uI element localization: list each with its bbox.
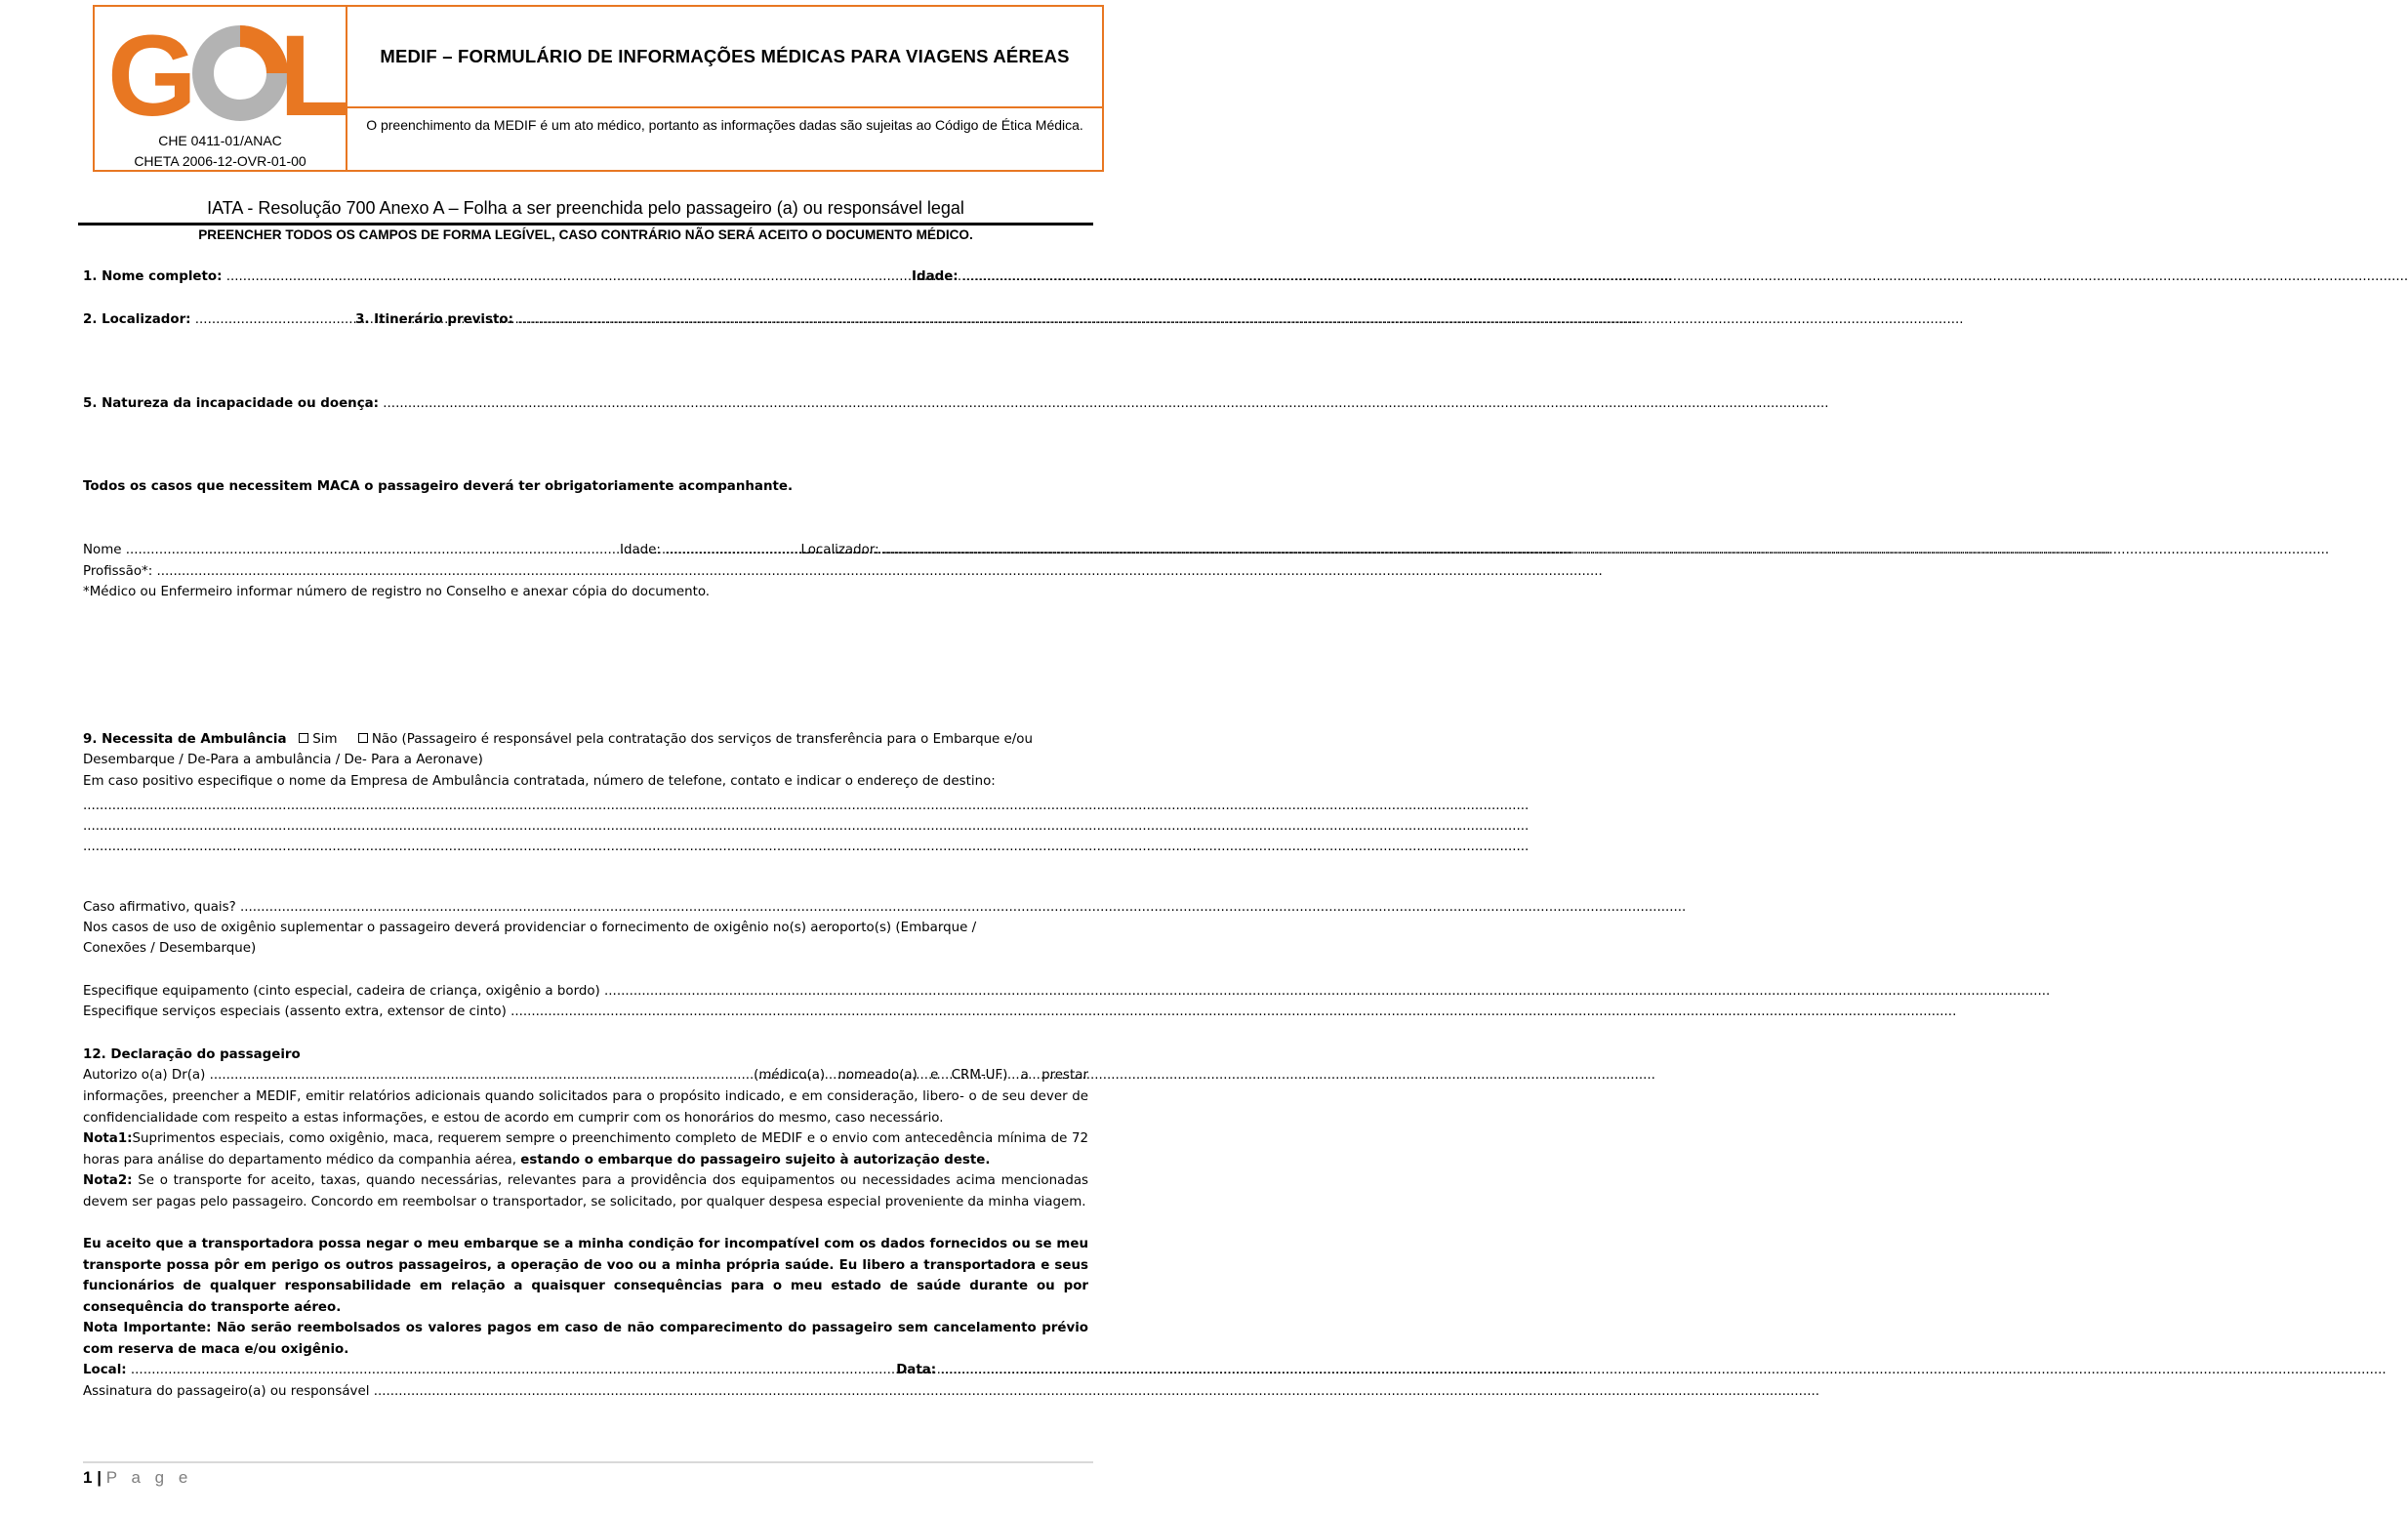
ambulance-field-3[interactable] bbox=[83, 838, 1077, 857]
itinerary-label: 3. Itinerário previsto: bbox=[355, 312, 513, 327]
oxygen-note-1: Nos casos de uso de oxigênio suplementar o passageiro deverá providenciar o fornecimento de oxigênio no(s) aeroporto(s) (Embarque / bbox=[83, 921, 977, 935]
row-equipment bbox=[83, 982, 1088, 1002]
row-authorization bbox=[83, 1066, 1088, 1086]
note-2-label: Nota2: bbox=[83, 1173, 133, 1188]
form-title: MEDIF – FORMULÁRIO DE INFORMAÇÕES MÉDICAS PARA VIAGENS AÉREAS bbox=[380, 46, 1070, 66]
companion-age-field[interactable] bbox=[665, 541, 796, 560]
companion-age-label: Idade: bbox=[620, 543, 661, 557]
equipment-label: Especifique equipamento (cinto especial, cadeira de criança, oxigênio a bordo) bbox=[83, 984, 600, 999]
authorize-label: Autorizo o(a) Dr(a) bbox=[83, 1068, 206, 1083]
stretcher-note: Todos os casos que necessitem MACA o passageiro deverá ter obrigatoriamente acompanhante. bbox=[83, 479, 794, 494]
note-1 bbox=[83, 1128, 1088, 1170]
date-field[interactable] bbox=[940, 1361, 1067, 1380]
which-label: Caso afirmativo, quais? bbox=[83, 900, 236, 915]
row-services bbox=[83, 1003, 1088, 1022]
services-label: Especifique serviços especiais (assento extra, extensor de cinto) bbox=[83, 1004, 507, 1019]
signature-field[interactable] bbox=[374, 1382, 1057, 1402]
signature-label: Assinatura do passageiro(a) ou responsável bbox=[83, 1384, 370, 1399]
row-illness bbox=[83, 394, 1088, 414]
full-name-label: 1. Nome completo: bbox=[83, 269, 223, 284]
note-1-text: Suprimentos especiais, como oxigênio, maca, requerem sempre o preenchimento completo de MEDIF e o envio com antecedência mínima de 72 horas para análise do departamento médico da companhia aérea, bbox=[83, 1131, 1088, 1168]
row-ground-needs-which bbox=[83, 898, 1088, 918]
companion-locator-label: Localizador: bbox=[800, 543, 879, 557]
checkbox-icon bbox=[358, 733, 368, 743]
ambulance-field-2[interactable] bbox=[83, 817, 1088, 837]
svg-text:G: G bbox=[107, 12, 184, 141]
row-signature bbox=[83, 1382, 1088, 1402]
equipment-field[interactable] bbox=[604, 982, 1055, 1002]
date-label: Data: bbox=[896, 1363, 937, 1377]
ambulance-desc-2: Desembarque / De-Para a ambulância / De- Para a Aeronave) bbox=[83, 753, 483, 767]
declaration-label: 12. Declaração do passageiro bbox=[83, 1047, 301, 1062]
ambulance-yes[interactable]: Sim bbox=[299, 732, 337, 747]
footer-divider bbox=[83, 1461, 1093, 1463]
acceptance-text: Eu aceito que a transportadora possa negar o meu embarque se a minha condição for incompatível com os dados fornecidos ou se meu transporte possa pôr em perigo os outros passageiros, a operação de voo ou a minha própria saúde. Eu libero a transportadora e seus funcionários de qualquer responsabilidade em relação a quaisquer consequências para o meu estado de saúde durante ou por consequência do transporte aéreo. bbox=[83, 1237, 1088, 1315]
local-label: Local: bbox=[83, 1363, 127, 1377]
code-cheta: CHETA 2006-12-OVR-01-00 bbox=[134, 153, 306, 169]
companion-locator-field[interactable] bbox=[883, 541, 1069, 560]
companion-name-label: Nome bbox=[83, 543, 122, 557]
local-field[interactable] bbox=[131, 1361, 892, 1380]
note-2 bbox=[83, 1170, 1088, 1212]
row-companion-details bbox=[83, 541, 1088, 560]
row-local-date bbox=[83, 1361, 1088, 1380]
important-note: Nota Importante: Não serão reembolsados os valores pagos em caso de não comparecimento do passageiro sem cancelamento prévio com reserva de maca e/ou oxigênio. bbox=[83, 1321, 1088, 1357]
authorization-text: informações, preencher a MEDIF, emitir relatórios adicionais quando solicitados para o propósito indicado, e em consideração, libero- o de seu dever de confidencialidade com respeito a estas informações, e estou de acordo em cumprir com os honorários do mesmo, caso necessário. bbox=[83, 1089, 1088, 1126]
profession-label: Profissão*: bbox=[83, 564, 153, 579]
row-locator-itinerary bbox=[83, 310, 1088, 330]
row-companion-profession bbox=[83, 562, 1088, 582]
page-number: 1 bbox=[83, 1468, 93, 1487]
doctor-name-field[interactable] bbox=[210, 1066, 686, 1086]
age-field[interactable] bbox=[962, 267, 1099, 287]
note-1-label: Nota1: bbox=[83, 1131, 133, 1146]
title-divider bbox=[78, 223, 1093, 225]
ambulance-field-1[interactable] bbox=[83, 797, 1088, 816]
svg-text:L: L bbox=[279, 12, 350, 141]
companion-name-field[interactable] bbox=[126, 541, 616, 560]
locator-field[interactable] bbox=[195, 310, 351, 330]
ambulance-no[interactable]: Não bbox=[358, 732, 397, 747]
page-label: P a g e bbox=[105, 1468, 193, 1487]
form-header-note: O preenchimento da MEDIF é um ato médico, portanto as informações dadas são sujeitas ao Código de Ética Médica. bbox=[366, 117, 1083, 133]
services-field[interactable] bbox=[510, 1003, 1069, 1022]
ambulance-label: 9. Necessita de Ambulância bbox=[83, 732, 287, 747]
illness-field[interactable] bbox=[383, 394, 1093, 414]
document-title: IATA - Resolução 700 Anexo A – Folha a ser preenchida pelo passageiro (a) ou responsável legal bbox=[207, 198, 964, 218]
itinerary-field[interactable] bbox=[517, 310, 1103, 330]
ambulance-desc-1: (Passageiro é responsável pela contratação dos serviços de transferência para o Embarque e/ou bbox=[401, 732, 1033, 747]
row-ambulance bbox=[83, 730, 1088, 750]
anac-codes bbox=[95, 131, 346, 172]
illness-label: 5. Natureza da incapacidade ou doença: bbox=[83, 396, 380, 411]
profession-note: *Médico ou Enfermeiro informar número de registro no Conselho e anexar cópia do documento. bbox=[83, 585, 711, 599]
note-2-text: Se o transporte for aceito, taxas, quando necessárias, relevantes para a providência dos equipamentos ou necessidades acima mencionadas devem ser pagas pelo passageiro. Concordo em reembolsar o transportador, se solicitado, por qualquer despesa especial proveniente da minha viagem. bbox=[83, 1173, 1088, 1209]
page-footer bbox=[83, 1468, 192, 1488]
age-label: Idade: bbox=[912, 269, 959, 284]
which-field[interactable] bbox=[240, 898, 1056, 918]
note-1-bold: estando o embarque do passageiro sujeito à autorização deste. bbox=[520, 1152, 991, 1168]
header-title-cell bbox=[346, 5, 1104, 172]
page-separator: | bbox=[97, 1468, 102, 1487]
ambulance-desc-3: Em caso positivo especifique o nome da Empresa de Ambulância contratada, número de telefone, contato e indicar o endereço de destino: bbox=[83, 774, 996, 789]
full-name-field[interactable] bbox=[226, 267, 908, 287]
row-full-name bbox=[83, 267, 1088, 287]
profession-field[interactable] bbox=[157, 562, 1075, 582]
oxygen-note-2: Conexões / Desembarque) bbox=[83, 941, 257, 956]
checkbox-icon bbox=[299, 733, 308, 743]
locator-label: 2. Localizador: bbox=[83, 312, 191, 327]
code-anac: CHE 0411-01/ANAC bbox=[158, 133, 282, 148]
fill-instruction: PREENCHER TODOS OS CAMPOS DE FORMA LEGÍVEL, CASO CONTRÁRIO NÃO SERÁ ACEITO O DOCUMENTO MÉDICO. bbox=[198, 227, 973, 242]
authorize-suffix: (médico(a) nomeado(a) e CRM-UF) a prestar bbox=[754, 1068, 1088, 1083]
